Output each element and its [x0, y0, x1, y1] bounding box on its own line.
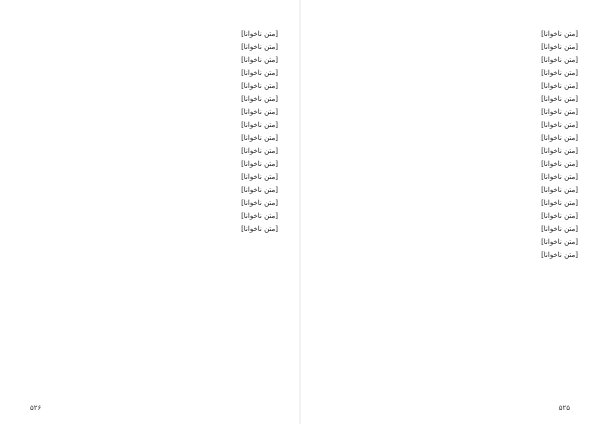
paragraph: [متن ناخوانا] — [241, 225, 278, 233]
page-number: ۵۲۵ — [558, 404, 570, 412]
paragraph: [متن ناخوانا] — [541, 43, 578, 51]
paragraph: [متن ناخوانا] — [541, 186, 578, 194]
paragraph: [متن ناخوانا] — [241, 212, 278, 220]
paragraph: [متن ناخوانا] — [241, 95, 278, 103]
paragraph: [متن ناخوانا] — [241, 186, 278, 194]
paragraph: [متن ناخوانا] — [241, 147, 278, 155]
paragraph: [متن ناخوانا] — [541, 173, 578, 181]
paragraph: [متن ناخوانا] — [241, 43, 278, 51]
paragraph: [متن ناخوانا] — [541, 212, 578, 220]
paragraph: [متن ناخوانا] — [241, 30, 278, 38]
paragraph: [متن ناخوانا] — [241, 108, 278, 116]
paragraph: [متن ناخوانا] — [541, 82, 578, 90]
paragraph: [متن ناخوانا] — [241, 173, 278, 181]
paragraph: [متن ناخوانا] — [241, 121, 278, 129]
paragraph: [متن ناخوانا] — [541, 121, 578, 129]
paragraph: [متن ناخوانا] — [541, 30, 578, 38]
paragraph: [متن ناخوانا] — [541, 199, 578, 207]
paragraph: [متن ناخوانا] — [541, 147, 578, 155]
paragraph: [متن ناخوانا] — [541, 56, 578, 64]
right-page — [300, 0, 600, 424]
paragraph: [متن ناخوانا] — [541, 69, 578, 77]
paragraph: [متن ناخوانا] — [241, 199, 278, 207]
page-number: ۵۲۶ — [30, 404, 42, 412]
paragraph: [متن ناخوانا] — [541, 251, 578, 259]
paragraph: [متن ناخوانا] — [541, 238, 578, 246]
paragraph: [متن ناخوانا] — [241, 134, 278, 142]
paragraph: [متن ناخوانا] — [541, 95, 578, 103]
paragraph: [متن ناخوانا] — [541, 108, 578, 116]
paragraph: [متن ناخوانا] — [241, 160, 278, 168]
paragraph: [متن ناخوانا] — [541, 160, 578, 168]
paragraph: [متن ناخوانا] — [241, 69, 278, 77]
paragraph: [متن ناخوانا] — [541, 225, 578, 233]
paragraph: [متن ناخوانا] — [241, 82, 278, 90]
paragraph: [متن ناخوانا] — [241, 56, 278, 64]
paragraph: [متن ناخوانا] — [541, 134, 578, 142]
